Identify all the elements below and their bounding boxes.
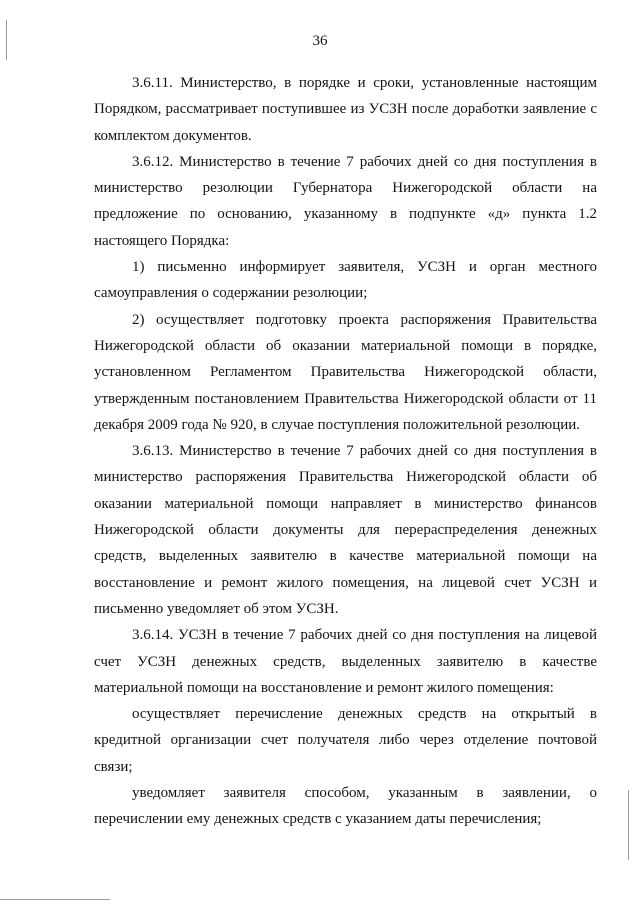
paragraph-3-6-11: 3.6.11. Министерство, в порядке и сроки, установленные настоящим Порядком, рассматривает поступившее из УСЗН после доработки заявление с комплектом документов.	[94, 75, 597, 144]
paragraph-3-6-13: 3.6.13. Министерство в течение 7 рабочих дней со дня поступления в министерство распоряжения Правительства Нижегородской области об оказании материальной помощи направляет в министерство финансов Нижегородской области документы для перераспределения денежных средств, выделенных заявителю в качестве материальной помощи на восстановление и ремонт жилого помещения, на лицевой счет УСЗН и письменно уведомляет об этом УСЗН.	[94, 443, 597, 617]
paragraph-3-6-12: 3.6.12. Министерство в течение 7 рабочих дней со дня поступления в министерство резолюции Губернатора Нижегородской области на предложение по основанию, указанному в подпункте «д» пункта 1.2 настоящего Порядка:	[94, 153, 597, 249]
list-item-2: 2) осуществляет подготовку проекта распоряжения Правительства Нижегородской области об оказании материальной помощи в порядке, установленном Регламентом Правительства Нижегородской области, утвержденным постановлением Правительства Нижегородской области от 11 декабря 2009 года № 920, в случае поступления положительной резолюции.	[94, 311, 597, 433]
list-item-1: 1) письменно информирует заявителя, УСЗН и орган местного самоуправления о содержании резолюции;	[94, 259, 597, 302]
scan-edge-mark-right	[628, 790, 629, 860]
document-body	[94, 70, 597, 833]
scan-edge-mark-left	[6, 20, 7, 60]
paragraph-transfer: осуществляет перечисление денежных средств на открытый в кредитной организации счет получателя либо через отделение почтовой связи;	[94, 706, 597, 775]
paragraph-3-6-14: 3.6.14. УСЗН в течение 7 рабочих дней со дня поступления на лицевой счет УСЗН денежных средств, выделенных заявителю в качестве материальной помощи на восстановление и ремонт жилого помещения:	[94, 627, 597, 696]
page-number: 36	[312, 33, 328, 49]
paragraph-notify: уведомляет заявителя способом, указанным в заявлении, о перечислении ему денежных средств с указанием даты перечисления;	[94, 785, 597, 828]
scan-edge-mark-bottom	[0, 899, 110, 900]
